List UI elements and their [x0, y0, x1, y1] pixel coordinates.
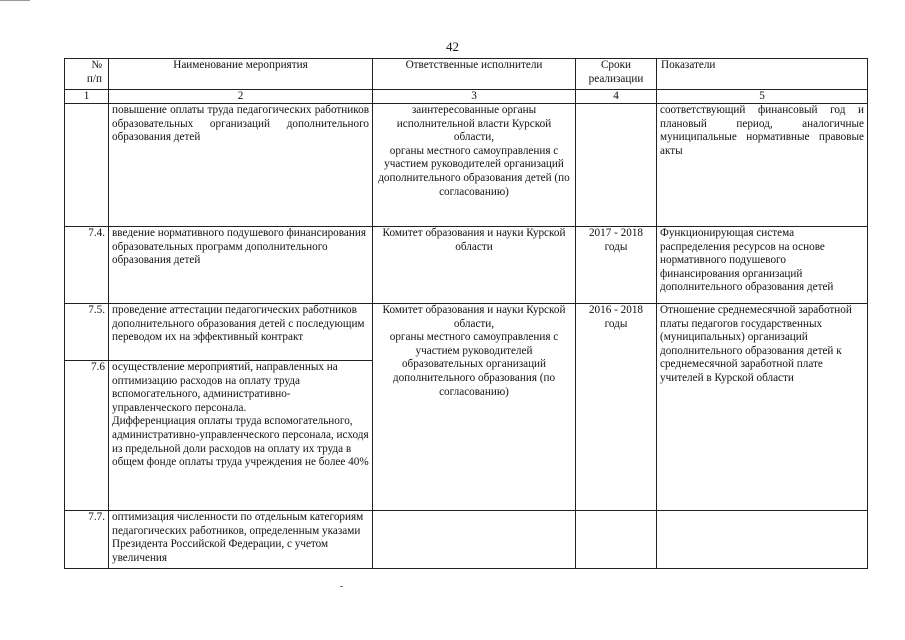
- row-indicators: соответствующий финансовый год и плановый период, аналогичные муниципальные нормативные правовые акты: [657, 104, 868, 227]
- row-terms: [576, 104, 657, 227]
- column-number: 2: [109, 90, 373, 104]
- row-number: 7.7.: [65, 511, 109, 569]
- header-indicators: Показатели: [657, 59, 868, 90]
- measures-table: [64, 58, 868, 569]
- table-row: [65, 227, 868, 304]
- scan-dot: [340, 586, 343, 587]
- header-name: Наименование мероприятия: [109, 59, 373, 90]
- row-responsible: Комитет образования и науки Курской области: [373, 227, 576, 304]
- table-row: [65, 511, 868, 569]
- row-indicators-empty: [657, 511, 868, 569]
- column-number-row: [65, 90, 868, 104]
- table-row: [65, 304, 868, 361]
- column-number: 4: [576, 90, 657, 104]
- page-number: 42: [446, 39, 459, 54]
- row-measure-name: повышение оплаты труда педагогических работников образовательных организаций дополнительного образования детей: [109, 104, 373, 227]
- header-num: № п/п: [65, 59, 109, 90]
- row-measure-name: проведение аттестации педагогических работников дополнительного образования детей с последующим переводом их на эффективный контракт: [109, 304, 373, 361]
- row-responsible: заинтересованные органы исполнительной власти Курской области, органы местного самоуправления с участием руководителей организаций дополнительного образования детей (по согласованию): [373, 104, 576, 227]
- header-responsible: Ответственные исполнители: [373, 59, 576, 90]
- scan-corner-mark: [0, 0, 30, 1]
- table-row: [65, 104, 868, 227]
- row-responsible-empty: [373, 511, 576, 569]
- row-measure-name: оптимизация численности по отдельным категориям педагогических работников, определенным указами Президента Российской Федерации, с учетом увеличения: [109, 511, 373, 569]
- row-number: 7.4.: [65, 227, 109, 304]
- row-number: [65, 104, 109, 227]
- row-terms: 2017 - 2018 годы: [576, 227, 657, 304]
- row-number: 7.5.: [65, 304, 109, 361]
- row-terms: 2016 - 2018 годы: [576, 304, 657, 511]
- column-number: 3: [373, 90, 576, 104]
- row-number: 7.6: [65, 361, 109, 511]
- row-measure-name: осуществление мероприятий, направленных на оптимизацию расходов на оплату труда вспомогательного, административно-управленческого персонала. Дифференциация оплаты труда вспомогательного, административно-управленческого персонала, исходя из предельной доли расходов на оплату их труда в общем фонде оплаты труда учреждения не более 40%: [109, 361, 373, 511]
- row-measure-name: введение нормативного подушевого финансирования образовательных программ дополнительного образования детей: [109, 227, 373, 304]
- column-number: 1: [65, 90, 109, 104]
- column-number: 5: [657, 90, 868, 104]
- row-indicators: Функционирующая система распределения ресурсов на основе нормативного подушевого финансирования организаций дополнительного образования детей: [657, 227, 868, 304]
- row-indicators: Отношение среднемесячной заработной платы педагогов государственных (муниципальных) организаций дополнительного образования детей к среднемесячной заработной плате учителей в Курской области: [657, 304, 868, 511]
- header-row: [65, 59, 868, 90]
- header-terms: Сроки реализации: [576, 59, 657, 90]
- row-terms-empty: [576, 511, 657, 569]
- row-responsible: Комитет образования и науки Курской области, органы местного самоуправления с участием руководителей образовательных организаций дополнительного образования (по согласованию): [373, 304, 576, 511]
